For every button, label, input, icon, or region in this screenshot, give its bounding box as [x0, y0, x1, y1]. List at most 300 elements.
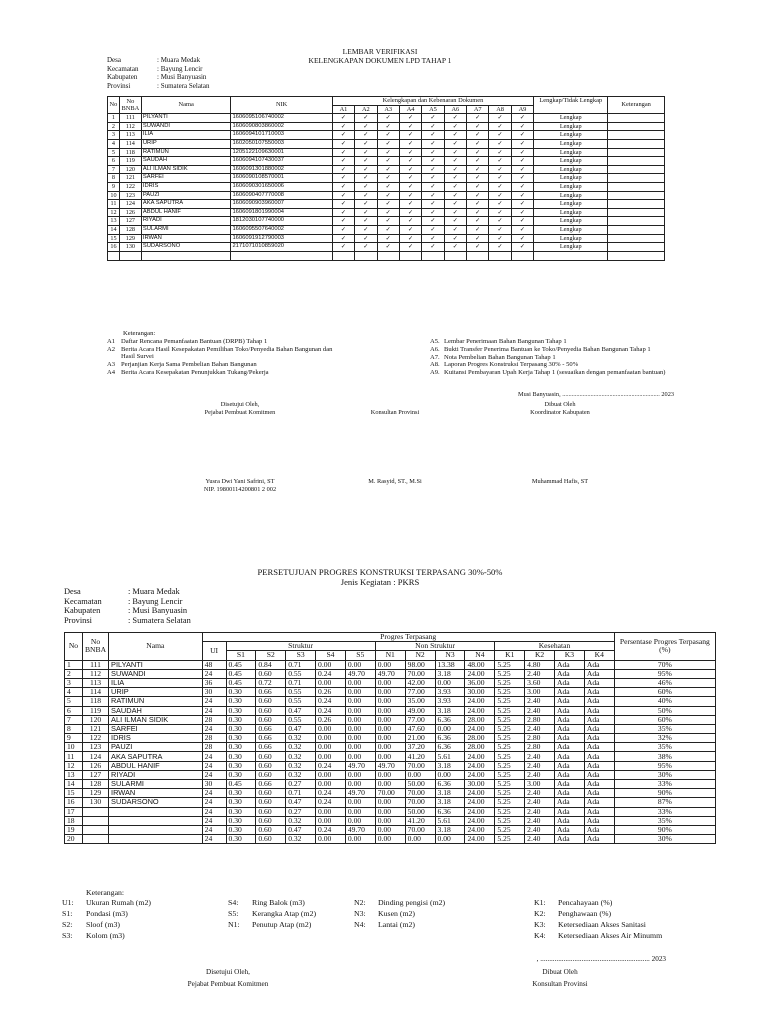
cell-nama: PAUZI — [141, 191, 231, 200]
check-icon: ✓ — [489, 157, 511, 166]
check-icon: ✓ — [355, 200, 377, 209]
page1-signature-konsultan — [340, 409, 450, 417]
check-icon: ✓ — [422, 225, 444, 234]
legend-code: S1: — [62, 909, 73, 918]
check-icon: ✓ — [422, 157, 444, 166]
table-row — [108, 243, 665, 252]
check-icon: ✓ — [332, 217, 354, 226]
cell-k4: Ada — [584, 770, 614, 779]
cell-ui: 24 — [202, 807, 226, 816]
cell-k1: 5.25 — [495, 798, 525, 807]
page2-title-line2: Jenis Kegiatan : PKRS — [340, 577, 420, 587]
cell-bnba: 124 — [82, 752, 108, 761]
cell-s1: 0.30 — [226, 789, 256, 798]
cell-k3: Ada — [555, 825, 585, 834]
col-n3: N3 — [435, 651, 465, 660]
cell-n2: 49.00 — [405, 706, 435, 715]
check-icon: ✓ — [444, 131, 466, 140]
cell-n2: 70.00 — [405, 789, 435, 798]
cell-keterangan — [608, 114, 665, 123]
cell-n4: 24.00 — [465, 835, 495, 844]
cell-s1: 0.45 — [226, 678, 256, 687]
cell-nama: RIYADI — [109, 770, 203, 779]
check-icon: ✓ — [332, 131, 354, 140]
info-row-kabupaten — [64, 606, 191, 616]
cell-ui: 28 — [202, 715, 226, 724]
cell-persen: 35% — [614, 816, 715, 825]
cell-n1: 0.00 — [375, 660, 405, 669]
cell-bnba: 130 — [119, 243, 141, 252]
cell-s5: 0.00 — [345, 835, 375, 844]
cell-s5: 0.00 — [345, 697, 375, 706]
check-icon: ✓ — [355, 114, 377, 123]
cell-n1: 70.00 — [375, 789, 405, 798]
col-doc-a6: A6 — [444, 105, 466, 114]
col-k2: K2 — [525, 651, 555, 660]
page2-legend — [62, 888, 722, 948]
cell-nama: ABDUL HANIF — [109, 761, 203, 770]
check-icon: ✓ — [355, 139, 377, 148]
cell-s3: 0.27 — [286, 807, 316, 816]
check-icon: ✓ — [332, 225, 354, 234]
cell-n4: 48.00 — [465, 660, 495, 669]
cell-n2: 77.00 — [405, 688, 435, 697]
cell-bnba: 130 — [82, 798, 108, 807]
cell-no: 2 — [65, 669, 83, 678]
cell-s4: 0.24 — [316, 761, 346, 770]
info-value: : Musi Banyuasin — [157, 73, 207, 82]
cell-k2: 2.40 — [525, 789, 555, 798]
cell-s3: 0.47 — [286, 724, 316, 733]
check-icon: ✓ — [511, 217, 533, 226]
check-icon: ✓ — [422, 217, 444, 226]
cell-n1: 0.00 — [375, 752, 405, 761]
cell-n3: 13.38 — [435, 660, 465, 669]
cell-no: 14 — [65, 780, 83, 789]
cell-s1: 0.45 — [226, 780, 256, 789]
check-icon: ✓ — [511, 157, 533, 166]
cell-n1: 0.00 — [375, 715, 405, 724]
cell-k3: Ada — [555, 743, 585, 752]
check-icon: ✓ — [422, 174, 444, 183]
empty-cell — [119, 251, 141, 260]
cell-k4: Ada — [584, 825, 614, 834]
info-row-desa — [107, 56, 209, 65]
cell-no: 11 — [108, 200, 120, 209]
cell-k1: 5.25 — [495, 734, 525, 743]
cell-n4: 24.00 — [465, 669, 495, 678]
cell-k3: Ada — [555, 816, 585, 825]
cell-bnba: 120 — [82, 715, 108, 724]
cell-status: Lengkap — [534, 131, 608, 140]
col-ui: UI — [202, 642, 226, 660]
empty-cell — [489, 251, 511, 260]
cell-status: Lengkap — [534, 182, 608, 191]
cell-nama: IDRIS — [109, 734, 203, 743]
check-icon: ✓ — [511, 191, 533, 200]
cell-s3: 0.71 — [286, 660, 316, 669]
col-s5: S5 — [345, 651, 375, 660]
check-icon: ✓ — [511, 200, 533, 209]
cell-n3: 3.93 — [435, 688, 465, 697]
check-icon: ✓ — [377, 114, 399, 123]
check-icon: ✓ — [444, 139, 466, 148]
col-n2: N2 — [405, 651, 435, 660]
check-icon: ✓ — [332, 165, 354, 174]
cell-nama: PILYANTI — [109, 660, 203, 669]
cell-nik: 1606094101710003 — [231, 131, 332, 140]
cell-s5: 49.70 — [345, 669, 375, 678]
cell-s3: 0.32 — [286, 743, 316, 752]
col-no: No — [108, 97, 120, 114]
check-icon: ✓ — [444, 217, 466, 226]
check-icon: ✓ — [511, 182, 533, 191]
notes-title: Keterangan: — [123, 330, 156, 337]
legend-text: Penutup Atap (m2) — [252, 920, 312, 929]
cell-k2: 2.40 — [525, 697, 555, 706]
cell-k3: Ada — [555, 669, 585, 678]
check-icon: ✓ — [489, 139, 511, 148]
legend-item — [534, 909, 611, 918]
cell-s2: 0.60 — [256, 816, 286, 825]
cell-k3: Ada — [555, 770, 585, 779]
note-text: Berita Acara Kesepakatan Penunjukkan Tukang/Pekerja — [121, 368, 269, 376]
cell-s5: 0.00 — [345, 743, 375, 752]
info-row-desa — [64, 587, 191, 597]
cell-n4: 24.00 — [465, 761, 495, 770]
cell-no: 3 — [65, 678, 83, 687]
cell-status: Lengkap — [534, 208, 608, 217]
info-key: Kabupaten — [107, 73, 138, 82]
check-icon: ✓ — [511, 122, 533, 131]
col-bnba: No BNBA — [82, 633, 108, 661]
cell-keterangan — [608, 243, 665, 252]
cell-nik: 1606090108570001 — [231, 174, 332, 183]
cell-status: Lengkap — [534, 139, 608, 148]
col-doc-a2: A2 — [355, 105, 377, 114]
legend-item — [62, 898, 151, 907]
check-icon: ✓ — [377, 225, 399, 234]
cell-no: 9 — [65, 734, 83, 743]
cell-nama: ILIA — [109, 678, 203, 687]
cell-nama: RATIMUN — [141, 148, 231, 157]
cell-k3: Ada — [555, 780, 585, 789]
col-doc-a8: A8 — [489, 105, 511, 114]
cell-k1: 5.25 — [495, 835, 525, 844]
cell-s1: 0.45 — [226, 669, 256, 678]
table-row — [108, 114, 665, 123]
check-icon: ✓ — [444, 174, 466, 183]
cell-nik: 1602050107550003 — [231, 139, 332, 148]
cell-no: 7 — [108, 165, 120, 174]
col-keterangan: Keterangan — [608, 97, 665, 114]
check-icon: ✓ — [332, 208, 354, 217]
table-row — [108, 208, 665, 217]
cell-persen: 90% — [614, 789, 715, 798]
check-icon: ✓ — [355, 148, 377, 157]
cell-ui: 24 — [202, 798, 226, 807]
legend-code: S5: — [228, 909, 239, 918]
cell-no: 8 — [65, 724, 83, 733]
check-icon: ✓ — [399, 243, 421, 252]
table-row — [108, 148, 665, 157]
cell-n3: 0.00 — [435, 835, 465, 844]
check-icon: ✓ — [444, 114, 466, 123]
table-row — [108, 157, 665, 166]
cell-nik: 1606090301650006 — [231, 182, 332, 191]
cell-s4: 0.24 — [316, 789, 346, 798]
cell-no: 14 — [108, 225, 120, 234]
cell-k3: Ada — [555, 761, 585, 770]
check-icon: ✓ — [332, 174, 354, 183]
legend-text: Ring Balok (m3) — [252, 898, 305, 907]
cell-k2: 2.40 — [525, 706, 555, 715]
cell-keterangan — [608, 148, 665, 157]
col-group-documents: Kelengkapan dan Kebenaran Dokumen — [332, 97, 533, 106]
legend-code: S3: — [62, 931, 73, 940]
check-icon: ✓ — [511, 131, 533, 140]
cell-keterangan — [608, 200, 665, 209]
cell-bnba: 129 — [82, 789, 108, 798]
check-icon: ✓ — [511, 148, 533, 157]
note-text: Bukti Transfer Penerima Bantuan ke Toko/Penyedia Bahan Bangunan Tahap 1 — [444, 345, 651, 353]
cell-ui: 30 — [202, 780, 226, 789]
cell-persen: 35% — [614, 724, 715, 733]
check-icon: ✓ — [355, 225, 377, 234]
info-value: : Muara Medak — [157, 56, 201, 64]
cell-n2: 70.00 — [405, 798, 435, 807]
cell-no: 12 — [65, 761, 83, 770]
col-n4: N4 — [465, 651, 495, 660]
cell-s1: 0.30 — [226, 807, 256, 816]
cell-n2: 35.00 — [405, 697, 435, 706]
cell-no: 16 — [65, 798, 83, 807]
cell-s2: 0.60 — [256, 798, 286, 807]
cell-n3: 6.36 — [435, 807, 465, 816]
cell-k3: Ada — [555, 715, 585, 724]
cell-s4: 0.00 — [316, 743, 346, 752]
cell-n1: 0.00 — [375, 688, 405, 697]
cell-k1: 5.25 — [495, 770, 525, 779]
cell-nama: URIP — [109, 688, 203, 697]
table-row — [65, 807, 716, 816]
check-icon: ✓ — [355, 243, 377, 252]
cell-s3: 0.32 — [286, 835, 316, 844]
check-icon: ✓ — [444, 165, 466, 174]
check-icon: ✓ — [444, 208, 466, 217]
cell-n3: 3.18 — [435, 669, 465, 678]
cell-persen: 95% — [614, 669, 715, 678]
empty-cell — [444, 251, 466, 260]
cell-status: Lengkap — [534, 114, 608, 123]
cell-no: 9 — [108, 182, 120, 191]
check-icon: ✓ — [377, 217, 399, 226]
cell-n4: 24.00 — [465, 724, 495, 733]
cell-bnba: 126 — [82, 761, 108, 770]
info-value: : Sumatera Selatan — [128, 615, 191, 625]
col-k3: K3 — [555, 651, 585, 660]
cell-nik: 1606095106740002 — [231, 114, 332, 123]
col-doc-a9: A9 — [511, 105, 533, 114]
info-row-provinsi — [64, 616, 191, 626]
cell-nik: 1606091801990004 — [231, 208, 332, 217]
cell-ui: 24 — [202, 816, 226, 825]
check-icon: ✓ — [399, 234, 421, 243]
check-icon: ✓ — [511, 225, 533, 234]
cell-no: 18 — [65, 816, 83, 825]
cell-nama: ABDUL HANIF — [141, 208, 231, 217]
table-row — [108, 217, 665, 226]
check-icon: ✓ — [511, 174, 533, 183]
cell-nik: 1606090903960007 — [231, 200, 332, 209]
legend-text: Pencahayaan (%) — [558, 898, 613, 907]
check-icon: ✓ — [422, 165, 444, 174]
table-row — [108, 191, 665, 200]
cell-n1: 49.70 — [375, 761, 405, 770]
col-doc-a4: A4 — [399, 105, 421, 114]
cell-no: 11 — [65, 752, 83, 761]
cell-nama: PAUZI — [109, 743, 203, 752]
cell-n4: 28.00 — [465, 734, 495, 743]
cell-s3: 0.55 — [286, 669, 316, 678]
cell-k4: Ada — [584, 752, 614, 761]
cell-n1: 0.00 — [375, 678, 405, 687]
cell-status: Lengkap — [534, 165, 608, 174]
check-icon: ✓ — [444, 191, 466, 200]
check-icon: ✓ — [377, 174, 399, 183]
cell-s4: 0.26 — [316, 715, 346, 724]
check-icon: ✓ — [377, 191, 399, 200]
col-k4: K4 — [584, 651, 614, 660]
page1-signer-ppk — [170, 478, 310, 493]
cell-n1: 0.00 — [375, 798, 405, 807]
cell-no: 5 — [108, 148, 120, 157]
col-no: No — [65, 633, 83, 661]
check-icon: ✓ — [332, 139, 354, 148]
check-icon: ✓ — [332, 200, 354, 209]
cell-n1: 0.00 — [375, 780, 405, 789]
cell-n2: 77.00 — [405, 715, 435, 724]
col-lengkap: Lengkap/Tidak Lengkap — [534, 97, 608, 114]
cell-ui: 24 — [202, 789, 226, 798]
cell-k1: 5.25 — [495, 761, 525, 770]
cell-bnba: 119 — [82, 706, 108, 715]
cell-n1: 0.00 — [375, 734, 405, 743]
table-row — [108, 165, 665, 174]
cell-n1: 0.00 — [375, 697, 405, 706]
note-text: Perjanjian Kerja Sama Pembelian Bahan Bangunan — [121, 361, 257, 369]
cell-s1: 0.30 — [226, 734, 256, 743]
cell-n1: 0.00 — [375, 835, 405, 844]
cell-nik: 1606090803860002 — [231, 122, 332, 131]
cell-nama: SARFEI — [141, 174, 231, 183]
cell-s4: 0.00 — [316, 807, 346, 816]
cell-n4: 24.00 — [465, 798, 495, 807]
table-row — [108, 234, 665, 243]
cell-k1: 5.25 — [495, 669, 525, 678]
cell-s5: 49.70 — [345, 789, 375, 798]
cell-persen: 50% — [614, 706, 715, 715]
page1-location-info — [107, 56, 209, 90]
empty-cell — [399, 251, 421, 260]
check-icon: ✓ — [332, 148, 354, 157]
cell-ui: 24 — [202, 752, 226, 761]
cell-nama: SUWANDI — [109, 669, 203, 678]
cell-k2: 2.40 — [525, 724, 555, 733]
cell-n3: 0.00 — [435, 724, 465, 733]
info-key: Kabupaten — [64, 606, 101, 616]
cell-s2: 0.60 — [256, 807, 286, 816]
cell-k3: Ada — [555, 724, 585, 733]
cell-s5: 49.70 — [345, 761, 375, 770]
cell-ui: 24 — [202, 697, 226, 706]
page2-signature-konsultan — [500, 968, 620, 989]
note-code: A7. — [430, 353, 440, 361]
cell-k1: 5.25 — [495, 678, 525, 687]
cell-k4: Ada — [584, 743, 614, 752]
cell-n3: 3.18 — [435, 789, 465, 798]
cell-s5: 0.00 — [345, 715, 375, 724]
cell-bnba — [82, 807, 108, 816]
info-value: : Bayung Lencir — [157, 64, 203, 73]
check-icon: ✓ — [355, 182, 377, 191]
cell-k1: 5.25 — [495, 752, 525, 761]
cell-status: Lengkap — [534, 225, 608, 234]
cell-k4: Ada — [584, 835, 614, 844]
cell-n3: 5.61 — [435, 752, 465, 761]
cell-s4: 0.00 — [316, 724, 346, 733]
cell-nama — [109, 816, 203, 825]
cell-nama: RATIMUN — [109, 697, 203, 706]
cell-k2: 2.80 — [525, 734, 555, 743]
note-item — [107, 346, 343, 362]
cell-no: 4 — [65, 688, 83, 697]
cell-ui: 24 — [202, 835, 226, 844]
cell-nama: ILIA — [141, 131, 231, 140]
cell-keterangan — [608, 225, 665, 234]
cell-nik: 1606094107430037 — [231, 157, 332, 166]
check-icon: ✓ — [467, 122, 489, 131]
sig-role: Dibuat Oleh — [544, 401, 576, 408]
cell-keterangan — [608, 182, 665, 191]
cell-s3: 0.32 — [286, 816, 316, 825]
cell-s1: 0.30 — [226, 825, 256, 834]
cell-status: Lengkap — [534, 148, 608, 157]
cell-no: 10 — [108, 191, 120, 200]
signer-nip: NIP. 19800114200801 2 002 — [203, 485, 277, 493]
col-nama: Nama — [141, 97, 231, 114]
legend-code: S2: — [62, 920, 73, 929]
check-icon: ✓ — [332, 243, 354, 252]
cell-no: 1 — [65, 660, 83, 669]
cell-nama: PILYANTI — [141, 114, 231, 123]
check-icon: ✓ — [422, 243, 444, 252]
cell-bnba: 123 — [82, 743, 108, 752]
cell-n2: 70.00 — [405, 825, 435, 834]
legend-code: K3: — [534, 920, 546, 929]
note-item — [107, 361, 343, 369]
cell-bnba — [82, 825, 108, 834]
sig-role: Disetujui Oleh, — [206, 968, 250, 976]
cell-n4: 24.00 — [465, 807, 495, 816]
check-icon: ✓ — [355, 174, 377, 183]
cell-n2: 47.60 — [405, 724, 435, 733]
col-bnba: No BNBA — [119, 97, 141, 114]
cell-keterangan — [608, 174, 665, 183]
cell-s1: 0.30 — [226, 743, 256, 752]
check-icon: ✓ — [399, 122, 421, 131]
cell-no: 16 — [108, 243, 120, 252]
